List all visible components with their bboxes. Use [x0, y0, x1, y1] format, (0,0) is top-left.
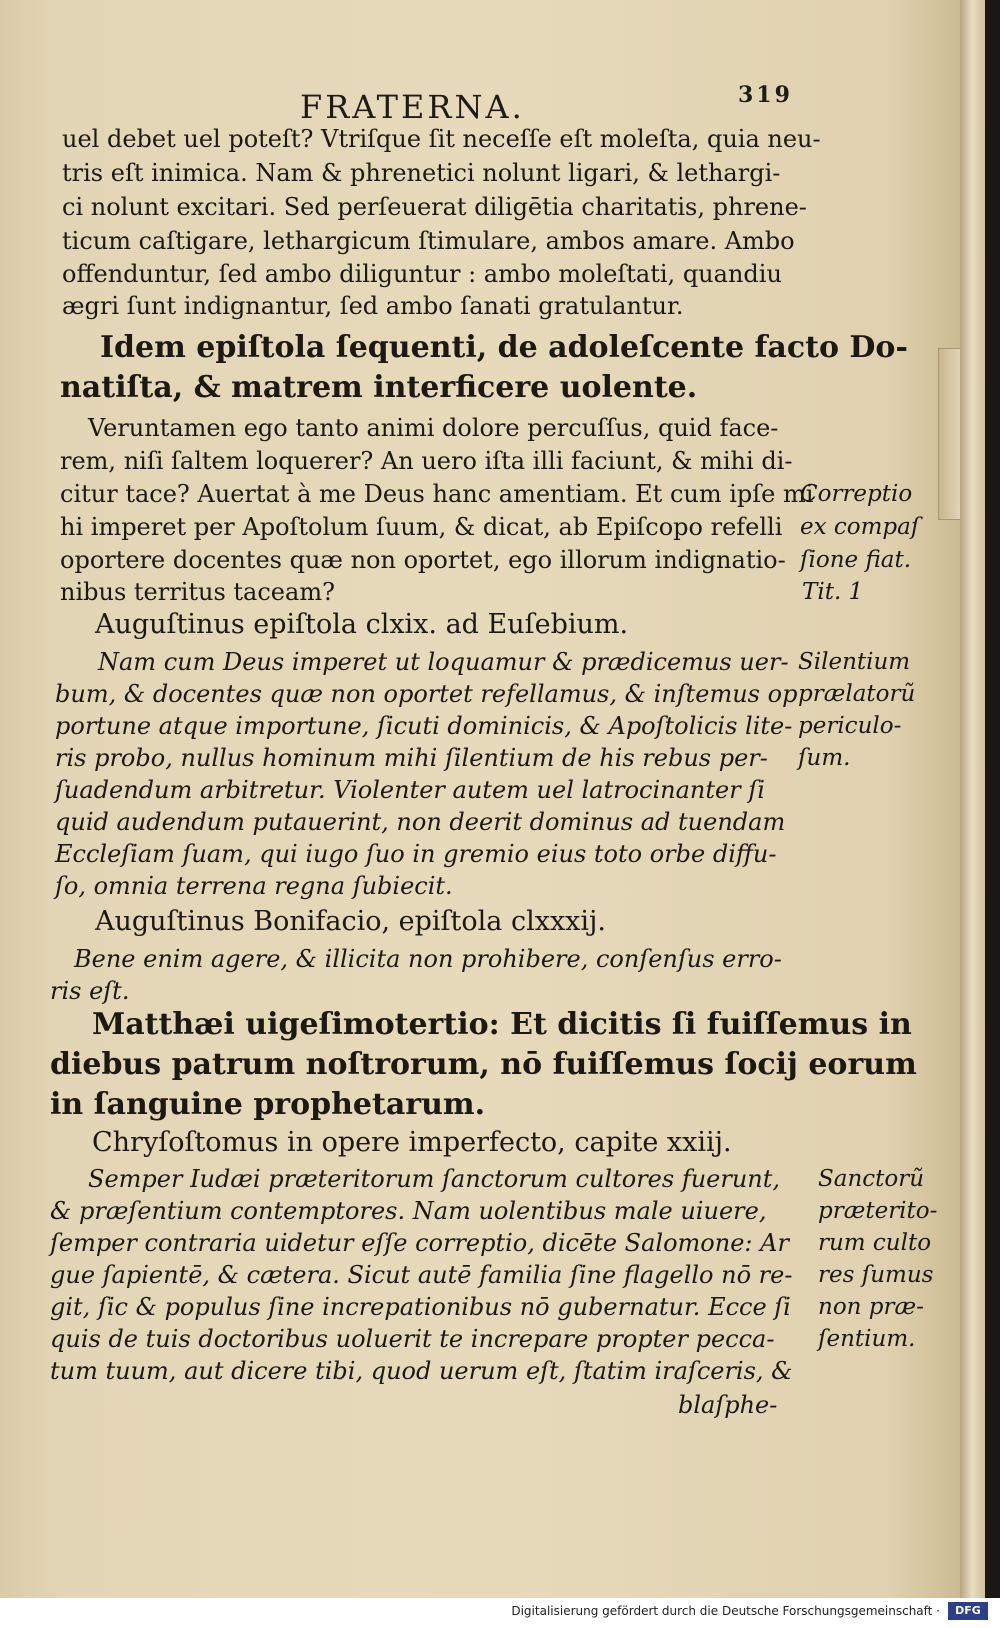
text-line: uel debet uel poteſt? Vtriſque ſit neceſſe eſt moleſta, quia neu-: [62, 125, 821, 153]
section-heading: diebus patrum noſtrorum, nō fuiſſemus ſocij eorum: [50, 1047, 917, 1082]
text-line: Nam cum Deus imperet ut loquamur & prædicemus uer-: [98, 648, 789, 676]
margin-note: Sanctorũ: [818, 1166, 925, 1192]
margin-note: Correptio: [800, 481, 913, 507]
text-line: Eccleſiam ſuam, qui iugo ſuo in gremio eius toto orbe diffu-: [55, 840, 777, 868]
text-line: ægri ſunt indignantur, ſed ambo ſanati gratulantur.: [62, 292, 684, 320]
text-line: citur tace? Auertat à me Deus hanc amentiam. Et cum ipſe mi: [60, 480, 814, 508]
text-line: ſuadendum arbitretur. Violenter autem uel latrocinanter ſi: [55, 776, 765, 804]
margin-note: rum culto: [818, 1230, 932, 1256]
margin-note: non præ-: [818, 1294, 924, 1320]
text-line: bum, & docentes quæ non oportet refellamus, & inſtemus op: [55, 680, 798, 708]
text-line: ſo, omnia terrena regna ſubiecit.: [55, 872, 453, 900]
margin-note: Silentium: [798, 649, 911, 675]
text-line: hi imperet per Apoſtolum ſuum, & dicat, ab Epiſcopo refelli: [60, 513, 783, 541]
text-line: ticum caſtigare, lethargicum ſtimulare, ambos amare. Ambo: [62, 227, 795, 255]
text-line: quis de tuis doctoribus uoluerit te increpare propter pecca-: [50, 1325, 775, 1353]
text-line: Bene enim agere, & illicita non prohibere, conſenſus erro-: [74, 945, 782, 973]
dfg-logo: DFG: [948, 1602, 988, 1620]
section-heading: natiſta, & matrem interficere uolente.: [60, 370, 698, 405]
section-heading: Matthæi uigeſimotertio: Et dicitis ſi fuiſſemus in: [92, 1007, 912, 1042]
section-heading: Chryſoſtomus in opere imperfecto, capite xxiij.: [92, 1127, 732, 1158]
text-line: rem, niſi ſaltem loquerer? An uero iſta illi faciunt, & mihi di-: [60, 447, 793, 475]
margin-note: præterito-: [818, 1198, 938, 1224]
text-line: ris probo, nullus hominum mihi ſilentium de his rebus per-: [55, 744, 768, 772]
section-heading: in ſanguine prophetarum.: [50, 1087, 486, 1122]
margin-note: prælatorũ: [798, 681, 916, 707]
margin-note: Tit. 1: [802, 579, 864, 605]
text-line: ci nolunt excitari. Sed perſeuerat diligētia charitatis, phrene-: [62, 193, 807, 221]
text-line: portune atque importune, ſicuti dominicis, & Apoſtolicis lite-: [55, 712, 793, 740]
margin-note: ſum.: [798, 745, 851, 771]
text-line: ſemper contraria uidetur eſſe correptio, dicēte Salomone: Ar: [50, 1229, 789, 1257]
section-heading: Auguſtinus Bonifacio, epiſtola clxxxij.: [95, 906, 606, 937]
margin-note: periculo-: [798, 713, 902, 739]
section-heading: Auguſtinus epiſtola clxix. ad Euſebium.: [95, 609, 629, 640]
text-line: offenduntur, ſed ambo diliguntur : ambo moleſtati, quandiu: [62, 260, 782, 288]
text-line: & præſentium contemptores. Nam uolentibus male uiuere,: [50, 1197, 767, 1225]
margin-note: ex compaſ: [800, 514, 920, 540]
text-line: Semper Iudæi præteritorum ſanctorum cultores fuerunt,: [88, 1165, 781, 1193]
text-line: git, ſic & populus ſine increpationibus nō gubernatur. Ecce ſi: [50, 1293, 791, 1321]
margin-note: ſentium.: [818, 1326, 916, 1352]
digitization-footer: [0, 1598, 1000, 1628]
page-number: 319: [738, 82, 793, 108]
catchword: blaſphe-: [678, 1391, 778, 1419]
margin-note: res ſumus: [818, 1262, 934, 1288]
section-heading: Idem epiſtola ſequenti, de adoleſcente facto Do-: [100, 330, 908, 365]
text-line: nibus territus taceam?: [60, 578, 335, 606]
text-line: oportere docentes quæ non oportet, ego illorum indignatio-: [60, 546, 786, 574]
running-title: FRATERNA.: [300, 88, 525, 126]
text-line: quid audendum putauerint, non deerit dominus ad tuendam: [55, 808, 786, 836]
text-line: gue ſapientē, & cætera. Sicut autē familia ſine flagello nō re-: [50, 1261, 793, 1289]
text-line: tris eſt inimica. Nam & phrenetici nolunt ligari, & lethargi-: [62, 159, 781, 187]
text-line: Veruntamen ego tanto animi dolore percuſſus, quid face-: [88, 414, 779, 442]
text-line: tum tuum, aut dicere tibi, quod uerum eſt, ſtatim iraſceris, &: [50, 1357, 793, 1385]
funding-credit: Digitalisierung gefördert durch die Deutsche Forschungsgemeinschaft ·: [511, 1604, 940, 1618]
text-line: ris eſt.: [50, 977, 130, 1005]
margin-note: ſione fiat.: [800, 547, 912, 573]
